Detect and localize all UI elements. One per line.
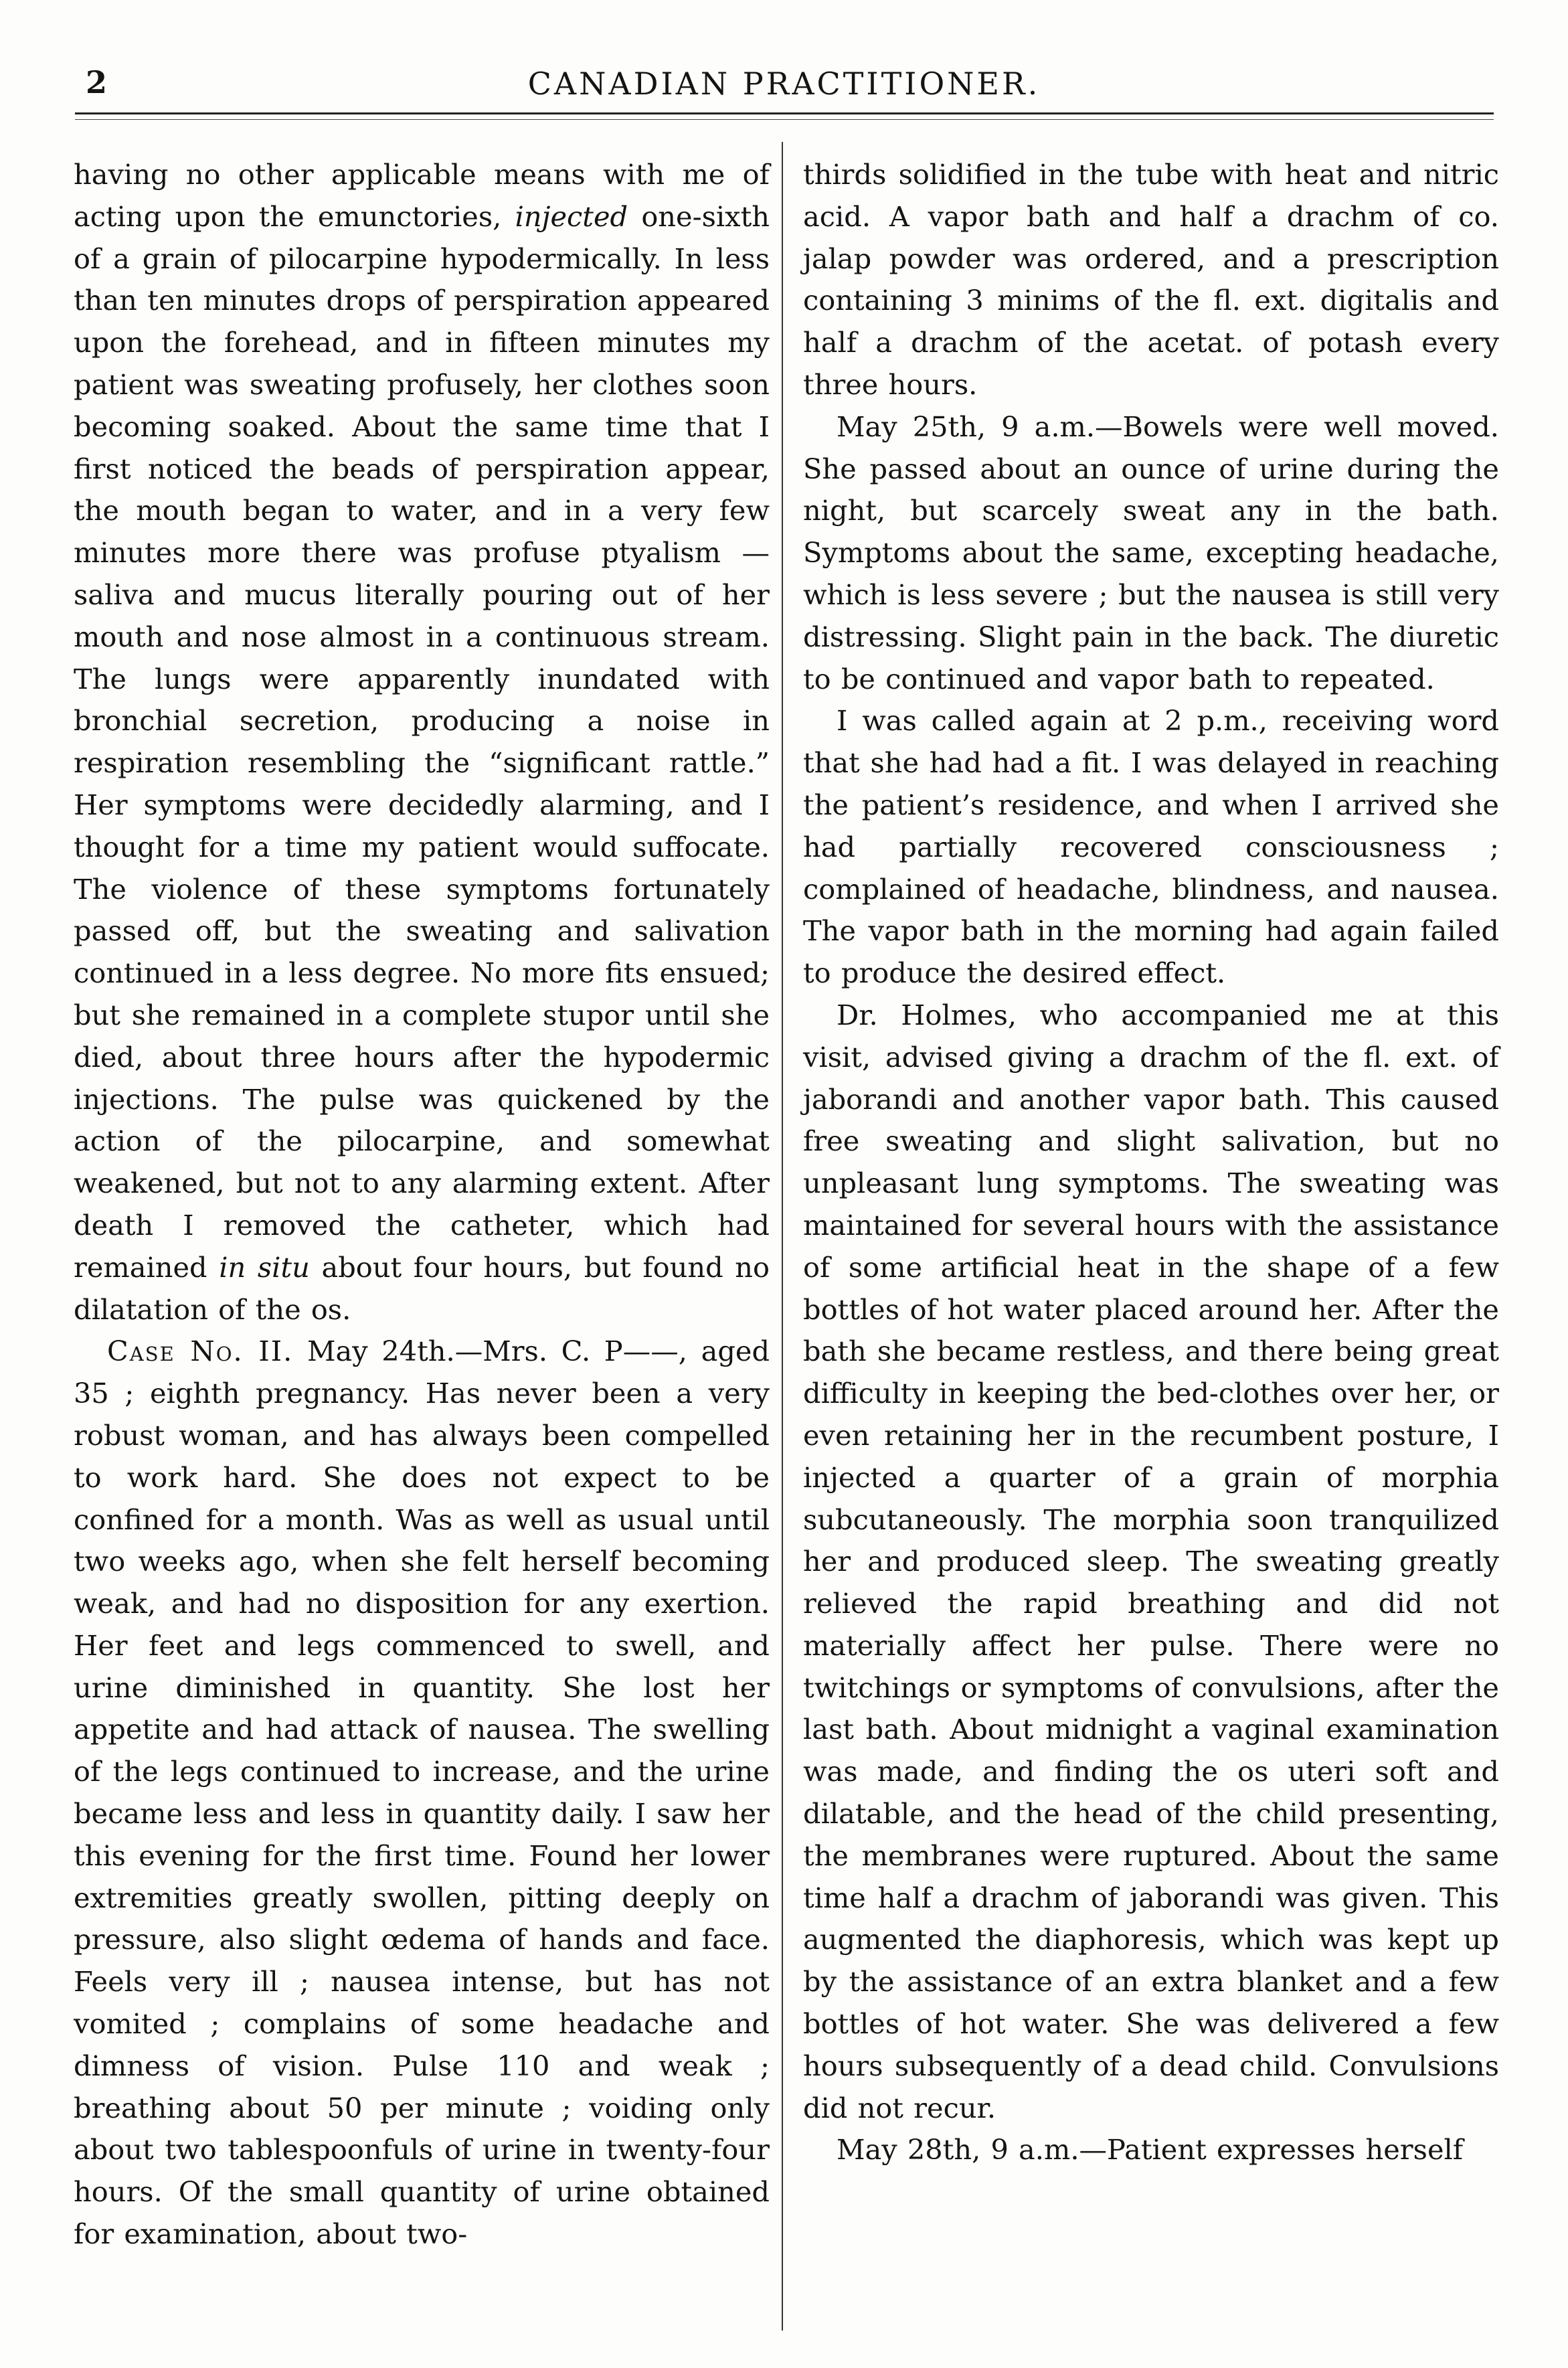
paragraph: Dr. Holmes, who accompanied me at this visit, advised giving a drachm of the fl. ext. of jaborandi and another vapor bath. This caused free sweating and slight salivation, but no unpleasant lung symptoms. The sweating was maintained for several hours with the assistance of some artificial heat in the shape of a few bottles of hot water placed around her. After the bath she became restless, and there being great difficulty in keeping the bed-clothes over her, or even retaining her in the recumbent posture, I injected a quarter of a grain of morphia subcutaneously. The morphia soon tranquilized her and produced sleep. The sweating greatly relieved the rapid breathing and did not materially affect her pulse. There were no twitchings or symptoms of convulsions, after the last bath. About midnight a vaginal examination was made, and finding the os uteri soft and dilatable, and the head of the child presenting, the membranes were ruptured. About the same time half a drachm of jaborandi was given. This augmented the diaphoresis, which was kept up by the assistance of an extra blanket and a few bottles of hot water. She was delivered a few hours subsequently of a dead child. Convulsions did not recur. <box>803 998 1499 2124</box>
italic-text: injected <box>515 199 628 233</box>
text-run: one-sixth of a grain of pilocarpine hypodermically. In less than ten minutes drops of perspiration appeared upon the forehead, and in fifteen minutes my patient was sweating profusely, her clothes soon becoming soaked. About the same time that I first noticed the beads of perspiration appear, the mouth began to water, and in a very few minutes more there was profuse ptyalism — saliva and mucus literally pouring out of her mouth and nose almost in a continuous stream. The lungs were apparently inundated with bronchial secretion, producing a noise in respiration resembling the “significant rattle.” Her symptoms were decidedly alarming, and I thought for a time my patient would suffocate. The violence of these symptoms fortunately passed off, but the sweating and salivation continued in a less degree. No more fits ensued; but she remained in a complete stupor until she died, about three hours after the hypodermic injections. The pulse was quickened by the action of the pilocarpine, and somewhat weakened, but not to any alarming extent. After death I removed the catheter, which had remained <box>74 199 770 1284</box>
right-column <box>803 154 1499 2171</box>
paragraph: May 28th, 9 a.m.—Patient expresses herself <box>837 2133 1464 2167</box>
header-rule <box>75 112 1494 114</box>
paragraph: I was called again at 2 p.m., receiving word that she had had a fit. I was delayed in reaching the patient’s residence, and when I arrived she had partially recovered consciousness ; complained of headache, blindness, and nausea. The vapor bath in the morning had again failed to produce the desired effect. <box>803 704 1499 990</box>
column-divider <box>782 142 783 2331</box>
case-label: Case No. II. <box>107 1335 294 1368</box>
left-column <box>74 154 770 2256</box>
paragraph <box>74 154 770 1331</box>
text-run: having no other applicable means with me of acting upon the emunctories, <box>74 158 770 233</box>
paragraph: May 25th, 9 a.m.—Bowels were well moved. She passed about an ounce of urine during the night, but scarcely sweat any in the bath. Symptoms about the same, excepting headache, which is less severe ; but the nausea is still very distressing. Slight pain in the back. The diuretic to be continued and vapor bath to repeated. <box>803 410 1499 695</box>
paragraph <box>74 1331 770 2256</box>
page-number: 2 <box>86 64 108 100</box>
running-title: CANADIAN PRACTITIONER. <box>527 66 1041 102</box>
text-run: May 24th.—Mrs. C. P——, aged 35 ; eighth pregnancy. Has never been a very robust woman, and has always been compelled to work hard. She does not expect to be confined for a month. Was as well as usual until two weeks ago, when she felt herself becoming weak, and had no disposition for any exertion. Her feet and legs commenced to swell, and urine diminished in quantity. She lost her appetite and had attack of nausea. The swelling of the legs continued to increase, and the urine became less and less in quantity daily. I saw her this evening for the first time. Found her lower extremities greatly swollen, pitting deeply on pressure, also slight œdema of hands and face. Feels very ill ; nausea intense, but has not vomited ; complains of some headache and dimness of vision. Pulse 110 and weak ; breathing about 50 per minute ; voiding only about two tablespoonfuls of urine in twenty-four hours. Of the small quantity of urine obtained for examination, about two- <box>74 1335 770 2251</box>
header-rule-thin <box>75 119 1494 120</box>
text-run: about four hours, but found no dilatation of the os. <box>74 1250 770 1326</box>
italic-text: in situ <box>219 1250 310 1284</box>
paragraph: thirds solidified in the tube with heat and nitric acid. A vapor bath and half a drachm of co. jalap powder was ordered, and a prescription containing 3 minims of the fl. ext. digitalis and half a drachm of the acetat. of potash every three hours. <box>803 158 1499 401</box>
